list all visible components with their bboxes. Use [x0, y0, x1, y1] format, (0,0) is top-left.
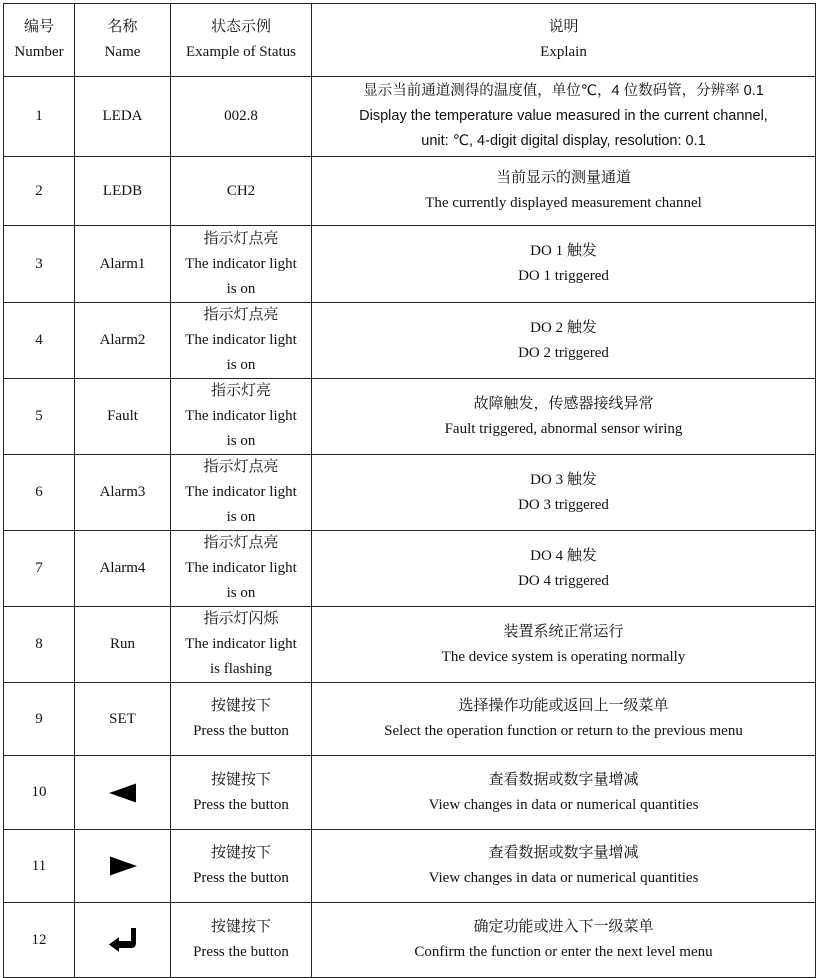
- row-number: 8: [4, 607, 75, 683]
- explain-line-zh: 查看数据或数字量增减: [488, 771, 639, 788]
- status-line: 按键按下: [210, 919, 271, 935]
- row-explain: [312, 903, 816, 978]
- row-status: [171, 303, 312, 379]
- row-status: [171, 455, 312, 531]
- right-arrow-icon: [108, 855, 138, 877]
- header-name-cell: [75, 4, 171, 77]
- status-line: 按键按下: [210, 698, 271, 714]
- row-number: 5: [4, 379, 75, 455]
- row-status: [171, 607, 312, 683]
- row-number: 2: [4, 157, 75, 226]
- explain-line-en: View changes in data or numerical quantities: [428, 796, 699, 813]
- explain-line-zh: DO 1 触发: [530, 243, 597, 259]
- row-number: 1: [4, 77, 75, 157]
- explain-line-en: The device system is operating normally: [441, 648, 686, 665]
- header-number-cell: [4, 4, 75, 77]
- status-line: is flashing: [209, 661, 273, 677]
- explain-line-zh: 选择操作功能或返回上一级菜单: [458, 698, 669, 714]
- status-line: is on: [226, 357, 256, 373]
- header-status-cell: [171, 4, 312, 77]
- status-line: is on: [226, 280, 256, 297]
- row-explain: [312, 303, 816, 379]
- explain-line-zh: 当前显示的测量通道: [495, 170, 631, 186]
- row-name: Alarm2: [75, 303, 171, 379]
- header-status-zh: 状态示例: [210, 19, 271, 35]
- explain-line-en: Fault triggered, abnormal sensor wiring: [444, 420, 683, 437]
- row-name: Alarm4: [75, 531, 171, 607]
- status-line: 指示灯点亮: [203, 459, 279, 475]
- status-line: 指示灯亮: [210, 383, 271, 399]
- status-line: 指示灯点亮: [203, 230, 279, 247]
- header-name-zh: 名称: [107, 19, 138, 35]
- row-name: [75, 756, 171, 830]
- row-number: 7: [4, 531, 75, 607]
- status-line: The indicator light: [185, 560, 297, 576]
- table-row: [4, 77, 816, 157]
- row-name: [75, 830, 171, 903]
- table-row: [4, 683, 816, 756]
- row-explain: [312, 455, 816, 531]
- header-number-en: Number: [14, 44, 64, 60]
- enter-return-icon: [107, 927, 139, 953]
- row-status: [171, 531, 312, 607]
- header-number-zh: 编号: [23, 19, 54, 35]
- header-row: [4, 4, 816, 77]
- status-line: The indicator light: [185, 332, 297, 348]
- header-status-en: Example of Status: [186, 44, 296, 60]
- row-number: 11: [4, 830, 75, 903]
- table-row: [4, 756, 816, 830]
- status-line: 按键按下: [210, 771, 271, 788]
- row-number: 9: [4, 683, 75, 756]
- status-line: The indicator light: [185, 255, 297, 272]
- status-line: Press the button: [193, 723, 289, 739]
- table-row: [4, 226, 816, 303]
- status-line: is on: [226, 509, 256, 525]
- row-name: SET: [75, 683, 171, 756]
- row-status: [171, 379, 312, 455]
- row-name: LEDA: [75, 77, 171, 157]
- row-name: Alarm3: [75, 455, 171, 531]
- status-line: 指示灯点亮: [203, 307, 279, 323]
- row-status: [171, 756, 312, 830]
- explain-line-en: DO 4 triggered: [518, 572, 609, 589]
- row-explain: [312, 756, 816, 830]
- table-row: [4, 531, 816, 607]
- status-line: 按键按下: [210, 845, 271, 861]
- header-explain-en: Explain: [540, 44, 587, 60]
- status-line: 指示灯点亮: [203, 535, 279, 551]
- status-line: The indicator light: [185, 408, 297, 424]
- header-explain-zh: 说明: [548, 19, 579, 35]
- explain-line-en: Confirm the function or enter the next level menu: [414, 944, 713, 960]
- row-number: 12: [4, 903, 75, 978]
- status-line: CH2: [226, 182, 256, 199]
- row-name: [75, 903, 171, 978]
- row-status: [171, 830, 312, 903]
- table-row: [4, 903, 816, 978]
- explain-line-en: The currently displayed measurement channel: [425, 195, 702, 211]
- status-line: Press the button: [193, 796, 289, 813]
- table-row: [4, 379, 816, 455]
- header-name-en: Name: [104, 44, 141, 60]
- status-line: The indicator light: [185, 484, 297, 500]
- specification-table: [3, 3, 816, 978]
- row-explain: [312, 607, 816, 683]
- status-line: 指示灯闪烁: [203, 611, 279, 627]
- explain-line-en: DO 2 triggered: [518, 344, 609, 361]
- explain-line-zh: 故障触发，传感器接线异常: [473, 395, 654, 412]
- explain-line-en: DO 1 triggered: [518, 268, 609, 284]
- row-number: 6: [4, 455, 75, 531]
- explain-line-en: DO 3 triggered: [518, 496, 609, 513]
- status-line: 002.8: [224, 108, 258, 124]
- row-number: 10: [4, 756, 75, 830]
- row-explain: [312, 830, 816, 903]
- row-explain: [312, 531, 816, 607]
- status-line: is on: [226, 585, 256, 601]
- table-row: [4, 455, 816, 531]
- row-number: 3: [4, 226, 75, 303]
- row-status: [171, 683, 312, 756]
- explain-line-zh: 确定功能或进入下一级菜单: [473, 919, 654, 935]
- explain-line-zh: 装置系统正常运行: [503, 623, 624, 640]
- row-status: [171, 77, 312, 157]
- row-name: Alarm1: [75, 226, 171, 303]
- row-status: [171, 157, 312, 226]
- status-line: is on: [226, 433, 256, 449]
- row-explain: [312, 226, 816, 303]
- explain-line-en: Display the temperature value measured in the current channel,: [359, 108, 768, 124]
- explain-line-en: View changes in data or numerical quantities: [428, 870, 699, 886]
- explain-line-zh: 显示当前通道测得的温度值，单位℃，4 位数码管，分辨率 0.1: [363, 83, 764, 99]
- row-name: Run: [75, 607, 171, 683]
- left-arrow-icon: [108, 782, 138, 804]
- table-row: [4, 303, 816, 379]
- header-explain-cell: [312, 4, 816, 77]
- row-status: [171, 226, 312, 303]
- table-row: [4, 607, 816, 683]
- explain-line-zh: DO 3 触发: [530, 471, 597, 488]
- explain-line-en: Select the operation function or return to the previous menu: [384, 723, 743, 739]
- row-explain: [312, 157, 816, 226]
- explain-line-zh: 查看数据或数字量增减: [488, 845, 639, 861]
- row-explain: [312, 77, 816, 157]
- explain-line-zh: DO 4 触发: [530, 547, 597, 564]
- row-explain: [312, 379, 816, 455]
- table-row: [4, 830, 816, 903]
- row-name: LEDB: [75, 157, 171, 226]
- table-row: [4, 157, 816, 226]
- row-explain: [312, 683, 816, 756]
- explain-line-zh: DO 2 触发: [530, 319, 597, 336]
- status-line: Press the button: [193, 870, 289, 886]
- status-line: Press the button: [193, 944, 289, 960]
- row-name: Fault: [75, 379, 171, 455]
- row-number: 4: [4, 303, 75, 379]
- status-line: The indicator light: [185, 636, 297, 652]
- explain-line-en: unit: ℃, 4-digit digital display, resolution: 0.1: [421, 133, 706, 149]
- row-status: [171, 903, 312, 978]
